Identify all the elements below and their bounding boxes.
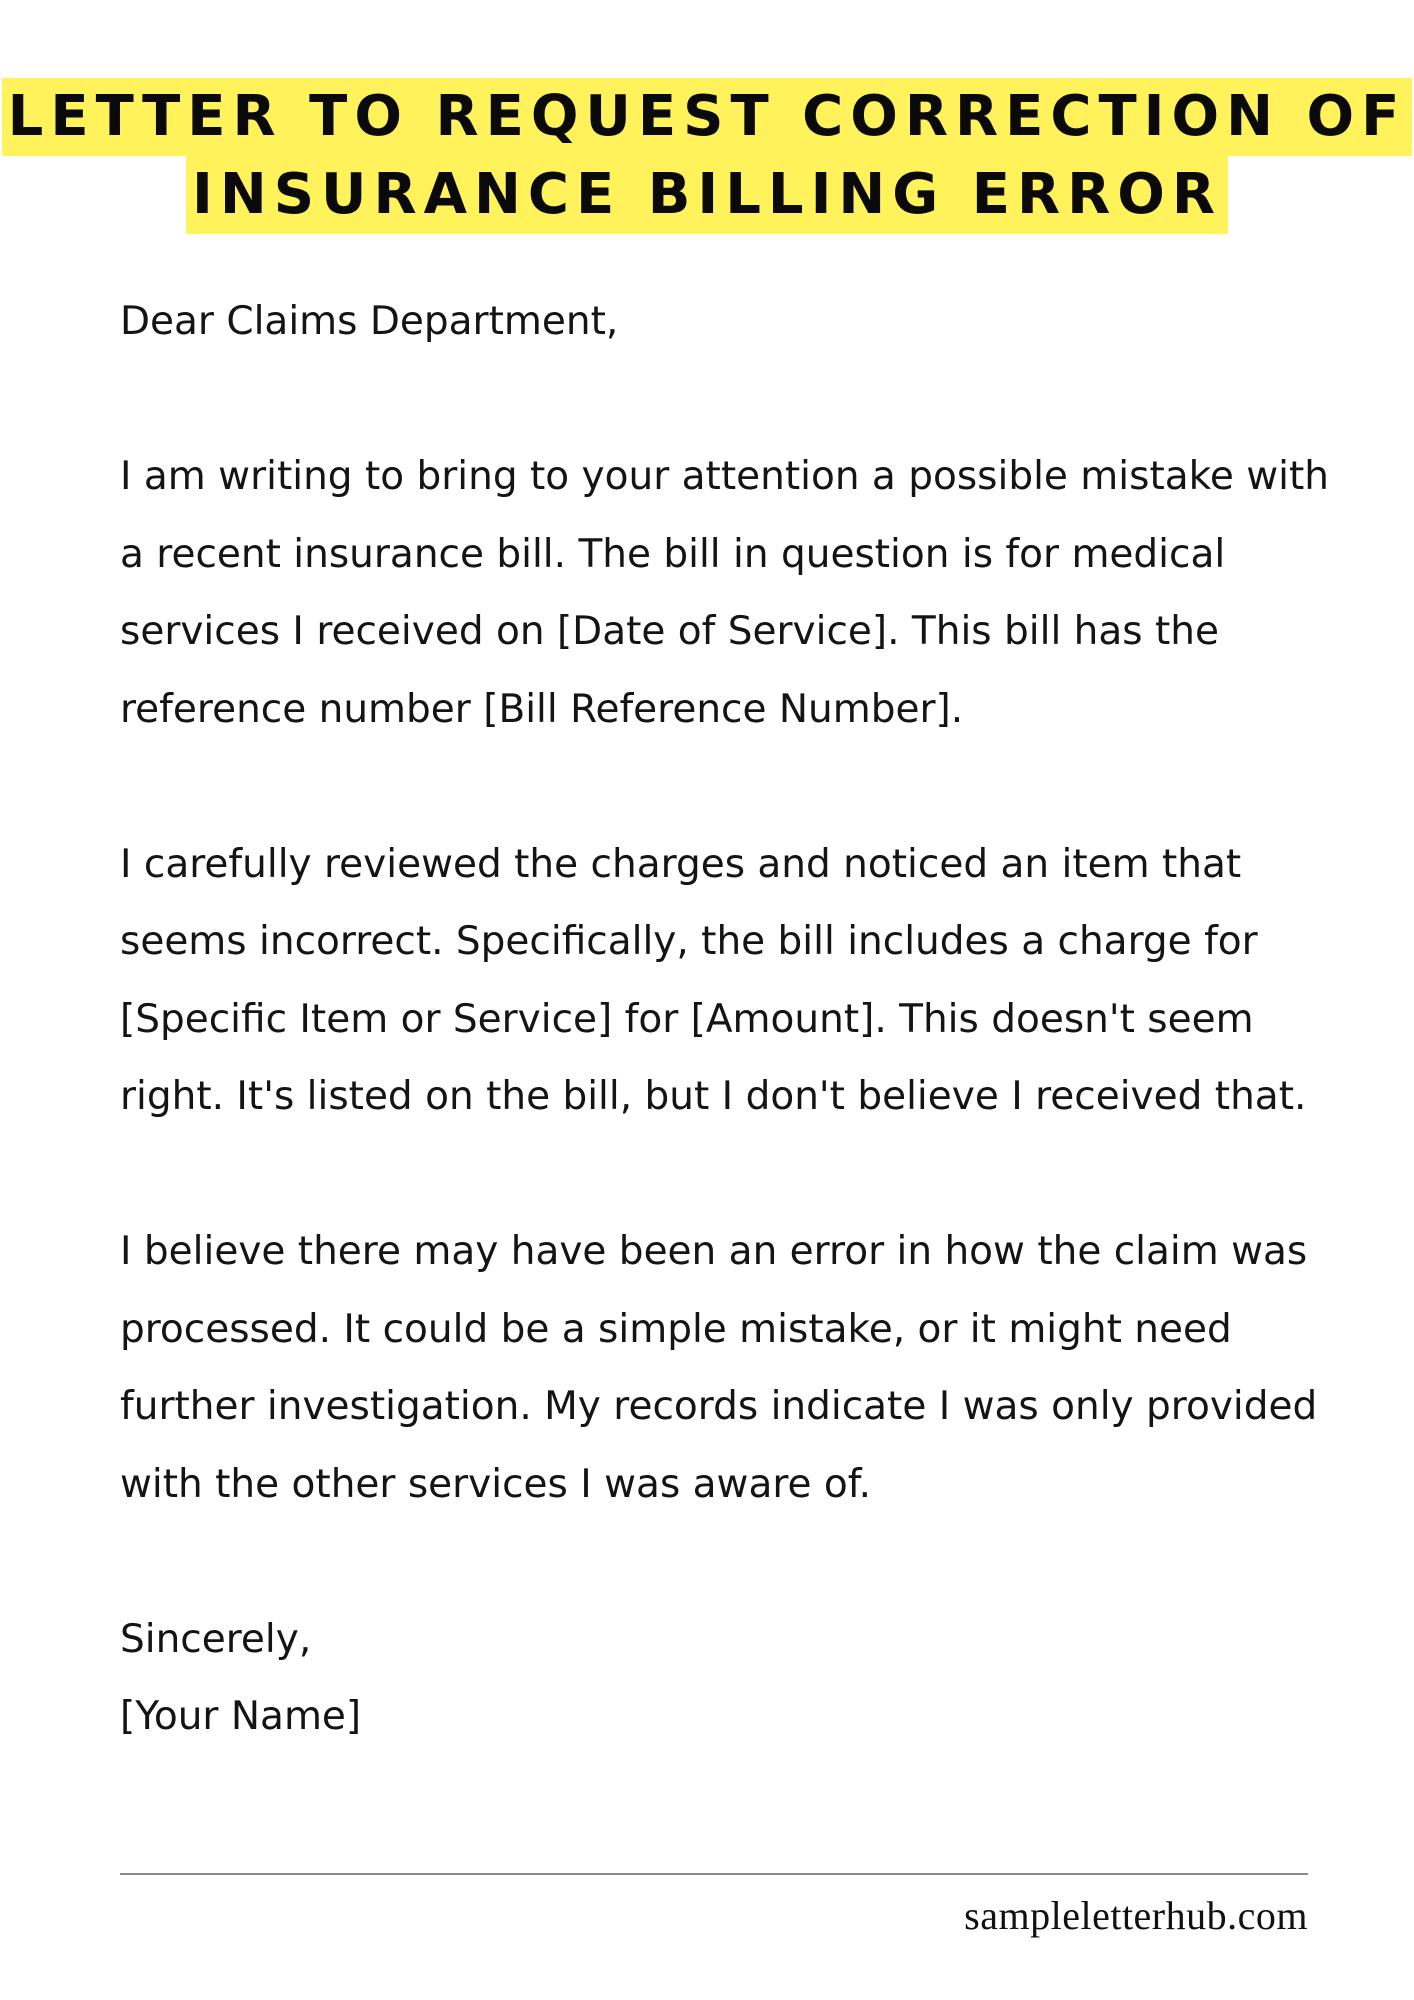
spacer <box>120 1523 1360 1601</box>
footer-divider <box>120 1873 1308 1875</box>
closing: Sincerely, <box>120 1616 312 1662</box>
paragraph-1: I am writing to bring to your attention a possible mistake with a recent insurance bill. The bill in question is for medical services I received on [Date of Service]. This bill has the reference number [Bill Reference Number]. <box>120 454 1329 732</box>
salutation: Dear Claims Department, <box>120 299 619 344</box>
spacer <box>120 361 1360 439</box>
spacer <box>120 748 1360 826</box>
title-line-1: LETTER TO REQUEST CORRECTION OF <box>2 78 1413 156</box>
letter-title <box>0 78 1414 234</box>
letter-body <box>120 283 1360 1756</box>
paragraph-2: I carefully reviewed the charges and noticed an item that seems incorrect. Specifically, the bill includes a charge for [Specific Item or Service] for [Amount]. This doesn't seem right. It's listed on the bill, but I don't believe I received that. <box>120 841 1307 1119</box>
signature: [Your Name] <box>120 1694 362 1739</box>
title-line-2: INSURANCE BILLING ERROR <box>186 156 1228 234</box>
footer-website[interactable]: sampleletterhub.com <box>964 1893 1308 1938</box>
spacer <box>120 1136 1360 1214</box>
paragraph-3: I believe there may have been an error in how the claim was processed. It could be a simple mistake, or it might need further investigation. My records indicate I was only provided with the other services I was aware of. <box>120 1229 1318 1507</box>
